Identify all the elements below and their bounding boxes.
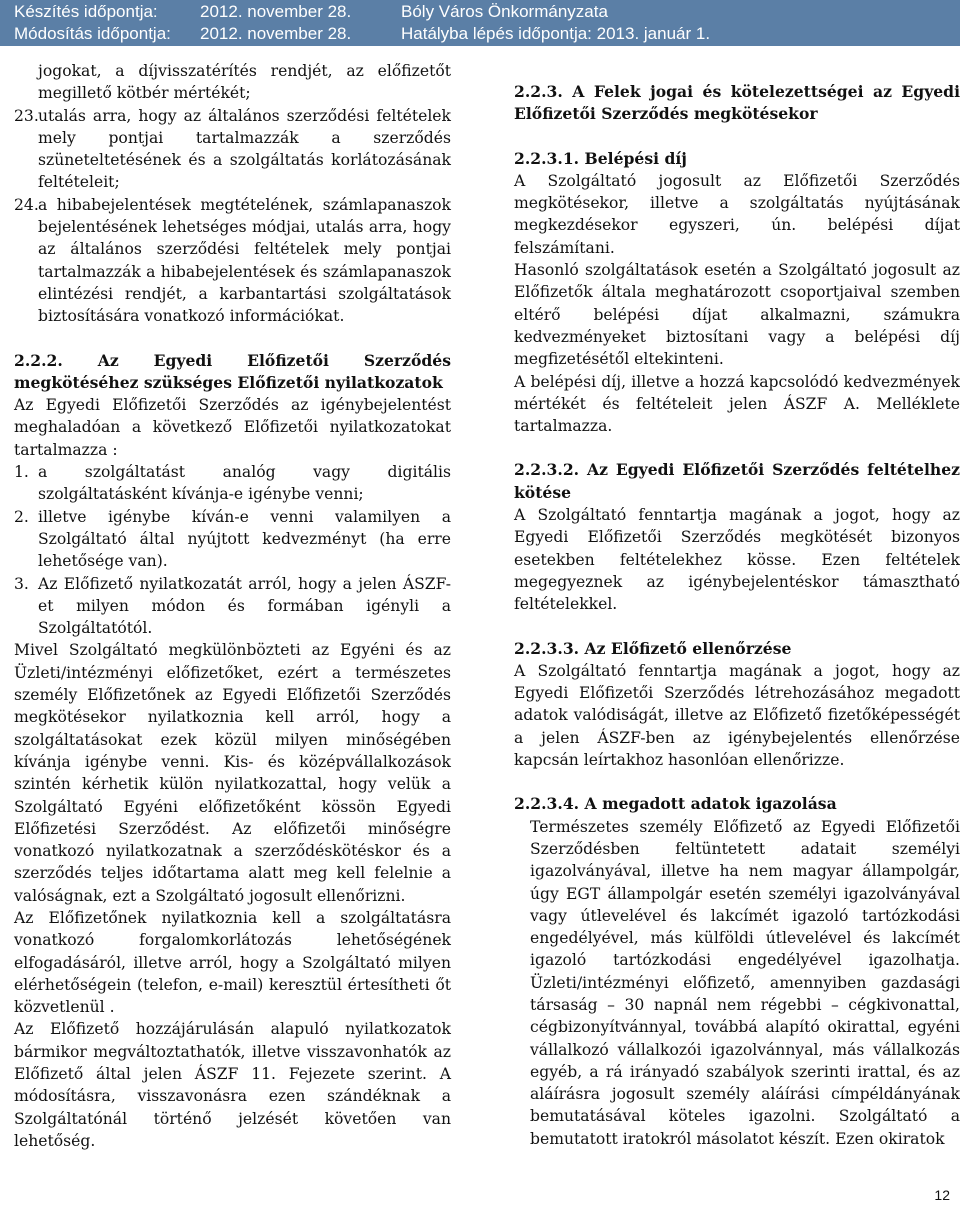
paragraph: A Szolgáltató fenntartja magának a jogot, hogy az Egyedi Előfizetői Szerződés megkötését bizonyos esetekben feltételekhez kösse. Ezen feltételek megegyeznek az igénybejelentéskor támasztható feltételekkel. (514, 506, 960, 614)
paragraph: A Szolgáltató fenntartja magának a jogot, hogy az Egyedi Előfizetői Szerződés létrehozásához megadott adatok valódiságát, illetve az Előfizető fizetőképességét a jelen ÁSZF-ben az igénybejelentés ellenőrzése kapcsán leírtakhoz hasonlóan ellenőrizze. (514, 661, 960, 770)
intro-paragraph: Az Egyedi Előfizetői Szerződés az igénybejelentést meghaladóan a következő Előfizetői nyilatkozatokat tartalmazza : (14, 396, 451, 459)
section-heading-2-2-3: 2.2.3. A Felek jogai és kötelezettségei az Egyedi Előfizetői Szerződés megkötésekor (514, 82, 960, 124)
list-text: a hibabejelentések megtételének, számlapanaszok bejelentésének lehetséges módjai, utalás arra, hogy az általános szerződési feltételek mely pontjai tartalmazzák a hibabejelentések és számlapanaszok elintézési rendjét, a karbantartási szolgáltatások biztosítására vonatkozó információkat. (38, 195, 451, 326)
created-date: 2012. november 28. (200, 2, 352, 21)
list-text: utalás arra, hogy az általános szerződési feltételek mely pontjai tartalmazzák a szerződés szüneteltetésének és a szolgáltatás korlátozásának feltételeit; (38, 106, 451, 192)
paragraph: Mivel Szolgáltató megkülönbözteti az Egyéni és az Üzleti/intézményi előfizetőket, ezért a természetes személy Előfizetőnek az Egyedi Előfizetői Szerződés megkötésekor nyilatkoznia kell arról, hogy a szolgáltatásokat ezek közül milyen minőségében kívánja igénybe venni. Kis- és középvállalkozások szintén kérhetik külön nyilatkozattal, hogy velük a Szolgáltató Egyéni előfizetőként kössön Egyedi Előfizetési Szerződést. Az előfizetői minőségre vonatkozó nyilatkozatnak a szerződéskötéskor és a szerződés teljes időtartama alatt meg kell felelnie a valóságnak, ezt a Szolgáltató jogosult ellenőrizni. (14, 641, 451, 905)
organization-name: Bóly Város Önkormányzata (401, 2, 608, 21)
left-column (14, 60, 451, 1152)
list-text: illetve igénybe kíván-e venni valamilyen a Szolgáltató által nyújtott kedvezményt (ha erre lehetősége van). (38, 507, 451, 571)
effective-date: Hatályba lépés időpontja: 2013. január 1. (401, 24, 711, 43)
created-label: Készítés időpontja: (14, 2, 158, 21)
list-number: 2. (14, 507, 29, 526)
right-column (514, 81, 960, 1150)
list-number: 24. (14, 195, 39, 214)
spacer (514, 616, 960, 638)
continued-text: jogokat, a díjvisszatérítés rendjét, az előfizetőt megillető kötbér mértékét; (38, 62, 451, 103)
paragraph: Természetes személy Előfizető az Egyedi Előfizetői Szerződésben feltüntetett adatait személyi igazolványával, illetve ha nem magyar állampolgár, úgy EGT állampolgár esetén személyi igazolványával vagy útlevelével és lakcímét igazoló tartózkodási engedélyével, más külföldi útlevelével és lakcímét igazoló tartózkodási engedélyével igazolhatja. Üzleti/intézményi előfizető, amennyiben gazdasági társaság – 30 napnál nem régebbi – cégkivonattal, cégbizonyítvánnyal, továbbá alapító okirattal, egyéni vállalkozó vállalkozói igazolvánnyal, más vállalkozás egyéb, a rá irányadó szabályok szerinti irattal, és az aláírásra jogosult személy aláírási címpéldányának bemutatásával köteles igazolni. Szolgáltató a bemutatott iratokról másolatot készít. Ezen okiratok (530, 817, 960, 1148)
list-item (14, 506, 451, 573)
list-item (14, 573, 451, 640)
list-number: 3. (14, 574, 29, 593)
spacer (514, 437, 960, 459)
spacer (14, 328, 451, 350)
subsection-heading-2-2-3-4: 2.2.3.4. A megadott adatok igazolása (514, 794, 837, 814)
paragraph: Az Előfizető hozzájárulásán alapuló nyilatkozatok bármikor megváltoztathatók, illetve visszavonhatók az Előfizető által jelen ÁSZF 11. Fejezete szerint. A módosításra, visszavonásra ezen szándéknak a Szolgáltatónál történő jelzését követően van lehetőség. (14, 1020, 451, 1150)
spacer (514, 771, 960, 793)
paragraph: Hasonló szolgáltatások esetén a Szolgáltató jogosult az Előfizetők általa meghatározott csoportjaival szemben eltérő belépési díjat alkalmazni, számukra kedvezményeket biztosítani vagy a belépési díj megfizetésétől eltekinteni. (514, 261, 960, 369)
list-item-23 (14, 105, 451, 194)
subsection-heading-2-2-3-2: 2.2.3.2. Az Egyedi Előfizetői Szerződés feltételhez kötése (514, 460, 960, 502)
list-number: 1. (14, 463, 29, 482)
paragraph: A belépési díj, illetve a hozzá kapcsolódó kedvezmények mértékét és feltételeit jelen ÁSZF A. Melléklete tartalmazza. (514, 372, 960, 436)
list-text: Az Előfizető nyilatkozatát arról, hogy a jelen ÁSZF-et milyen módon és formában igényli a Szolgáltatótól. (38, 574, 451, 638)
subsection-heading-2-2-3-1: 2.2.3.1. Belépési díj (514, 148, 687, 168)
subsection-heading-2-2-3-3: 2.2.3.3. Az Előfizető ellenőrzése (514, 638, 792, 658)
list-text: a szolgáltatást analóg vagy digitális szolgáltatásként kívánja-e igénybe venni; (38, 463, 451, 504)
spacer (514, 126, 960, 148)
modified-date: 2012. november 28. (200, 24, 352, 43)
list-item-24 (14, 194, 451, 328)
paragraph: A Szolgáltató jogosult az Előfizetői Szerződés megkötésekor, illetve a szolgáltatás nyújtásának megkezdésekor egyszeri, ún. belépési díjat felszámítani. (514, 171, 960, 257)
list-number: 23. (14, 106, 39, 125)
list-item (14, 461, 451, 506)
paragraph: Az Előfizetőnek nyilatkoznia kell a szolgáltatásra vonatkozó forgalomkorlátozás lehetőségének elfogadásáról, illetve arról, hogy a Szolgáltató milyen elérhetőségein (telefon, e-mail) keresztül értesítheti őt közvetlenül . (14, 908, 451, 1017)
page-header (0, 0, 960, 46)
page-number: 12 (934, 1187, 950, 1203)
section-heading-2-2-2: 2.2.2. Az Egyedi Előfizetői Szerződés megkötéséhez szükséges Előfizetői nyilatkozatok (14, 350, 451, 392)
modified-label: Módosítás időpontja: (14, 24, 171, 43)
